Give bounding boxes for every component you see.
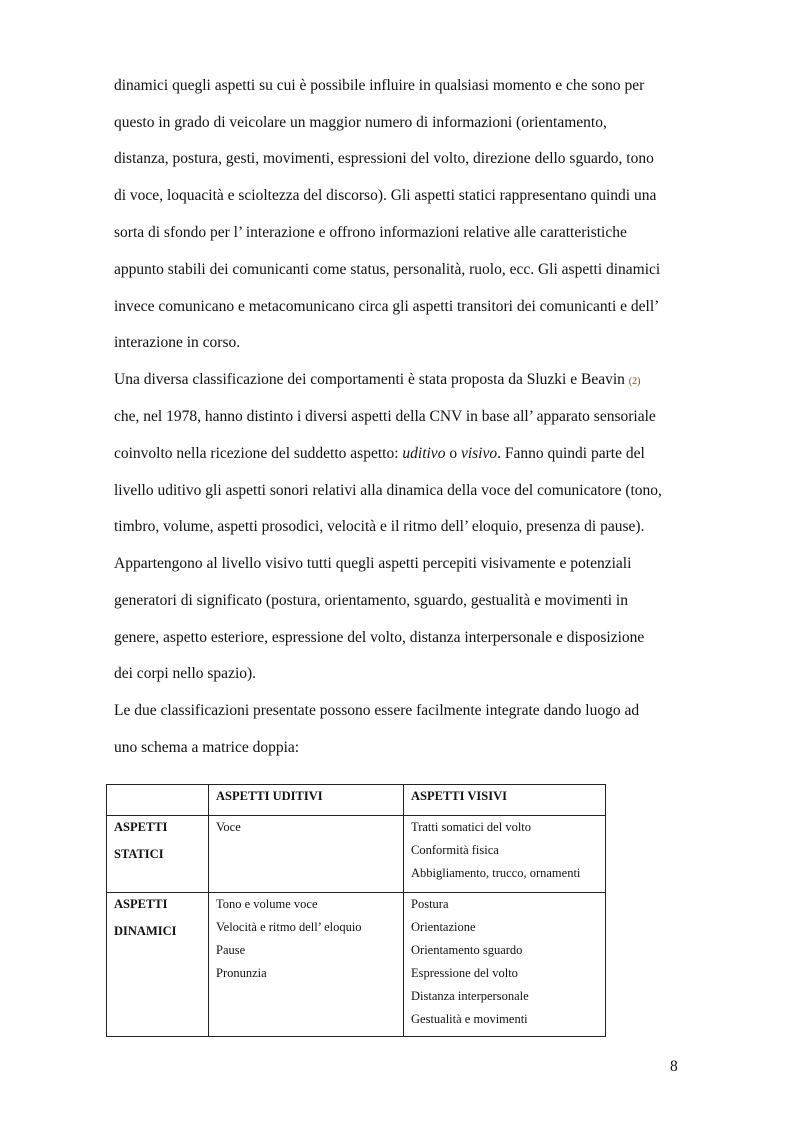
table-header-cell xyxy=(107,785,209,816)
body-line: sorta di sfondo per l’ interazione e offrono informazioni relative alle caratteristiche xyxy=(114,224,627,241)
classification-matrix-table xyxy=(106,784,606,1037)
table-cell xyxy=(404,893,606,1037)
cell-item: Orientamento sguardo xyxy=(411,943,523,957)
body-line: Le due classificazioni presentate possono essere facilmente integrate dando luogo ad xyxy=(114,702,640,719)
emphasis-term: visivo xyxy=(460,445,498,462)
body-line: timbro, volume, aspetti prosodici, velocità e il ritmo dell’ eloquio, presenza di pause). xyxy=(114,518,645,535)
body-line: dinamici quegli aspetti su cui è possibile influire in qualsiasi momento e che sono per xyxy=(114,77,645,94)
body-text: coinvolto nella ricezione del suddetto aspetto: xyxy=(114,445,403,462)
body-line: di voce, loquacità e scioltezza del discorso). Gli aspetti statici rappresentano quindi una xyxy=(114,187,657,204)
body-text: o xyxy=(445,445,461,462)
cell-item: Velocità e ritmo dell’ eloquio xyxy=(216,920,362,934)
body-line: appunto stabili dei comunicanti come status, personalità, ruolo, ecc. Gli aspetti dinamici xyxy=(114,261,661,278)
cell-item: Gestualità e movimenti xyxy=(411,1012,528,1026)
body-line: invece comunicano e metacomunicano circa gli aspetti transitori dei comunicanti e dell’ xyxy=(114,298,660,315)
cell-item: Tono e volume voce xyxy=(216,897,318,911)
citation-reference[interactable]: (2) xyxy=(628,376,641,387)
cell-item: Abbigliamento, trucco, ornamenti xyxy=(411,866,581,880)
body-line: questo in grado di veicolare un maggior numero di informazioni (orientamento, xyxy=(114,114,607,131)
cell-item: Distanza interpersonale xyxy=(411,989,529,1003)
table-header-cell: ASPETTI UDITIVI xyxy=(209,785,404,816)
body-text: . Fanno quindi parte del xyxy=(497,445,645,462)
table-row xyxy=(107,816,606,893)
emphasis-term: uditivo xyxy=(402,445,446,462)
table-cell xyxy=(209,893,404,1037)
cell-item: Conformità fisica xyxy=(411,843,499,857)
body-line xyxy=(114,444,645,464)
table-row xyxy=(107,893,606,1037)
cell-item: Postura xyxy=(411,897,449,911)
body-line xyxy=(114,370,640,392)
body-text: Una diversa classificazione dei comportamenti è stata proposta da Sluzki e Beavin xyxy=(114,371,625,388)
body-line: generatori di significato (postura, orientamento, sguardo, gestualità e movimenti in xyxy=(114,592,628,609)
body-line: interazione in corso. xyxy=(114,334,241,351)
table-cell xyxy=(404,816,606,893)
cell-item: Pause xyxy=(216,943,246,957)
cell-item: Voce xyxy=(216,820,241,834)
table-header-cell: ASPETTI VISIVI xyxy=(404,785,606,816)
page-number: 8 xyxy=(670,1058,678,1075)
row-header-cell xyxy=(107,893,209,1037)
table-header-row xyxy=(107,785,606,816)
cell-item: Pronunzia xyxy=(216,966,267,980)
body-line: dei corpi nello spazio). xyxy=(114,665,257,682)
cell-item: Orientazione xyxy=(411,920,476,934)
body-line: distanza, postura, gesti, movimenti, espressioni del volto, direzione dello sguardo, tono xyxy=(114,150,654,167)
row-header-word: ASPETTI xyxy=(114,820,168,834)
body-line: uno schema a matrice doppia: xyxy=(114,739,300,756)
row-header-cell xyxy=(107,816,209,893)
cell-item: Tratti somatici del volto xyxy=(411,820,532,834)
body-line: che, nel 1978, hanno distinto i diversi aspetti della CNV in base all’ apparato sensoriale xyxy=(114,408,656,425)
cell-item: Espressione del volto xyxy=(411,966,518,980)
body-line: livello uditivo gli aspetti sonori relativi alla dinamica della voce del comunicatore (tono, xyxy=(114,482,662,499)
body-line: Appartengono al livello visivo tutti quegli aspetti percepiti visivamente e potenziali xyxy=(114,555,632,572)
row-header-word: STATICI xyxy=(114,847,164,861)
table-cell xyxy=(209,816,404,893)
body-line: genere, aspetto esteriore, espressione del volto, distanza interpersonale e disposizione xyxy=(114,629,645,646)
row-header-word: ASPETTI xyxy=(114,897,168,911)
row-header-word: DINAMICI xyxy=(114,924,177,938)
